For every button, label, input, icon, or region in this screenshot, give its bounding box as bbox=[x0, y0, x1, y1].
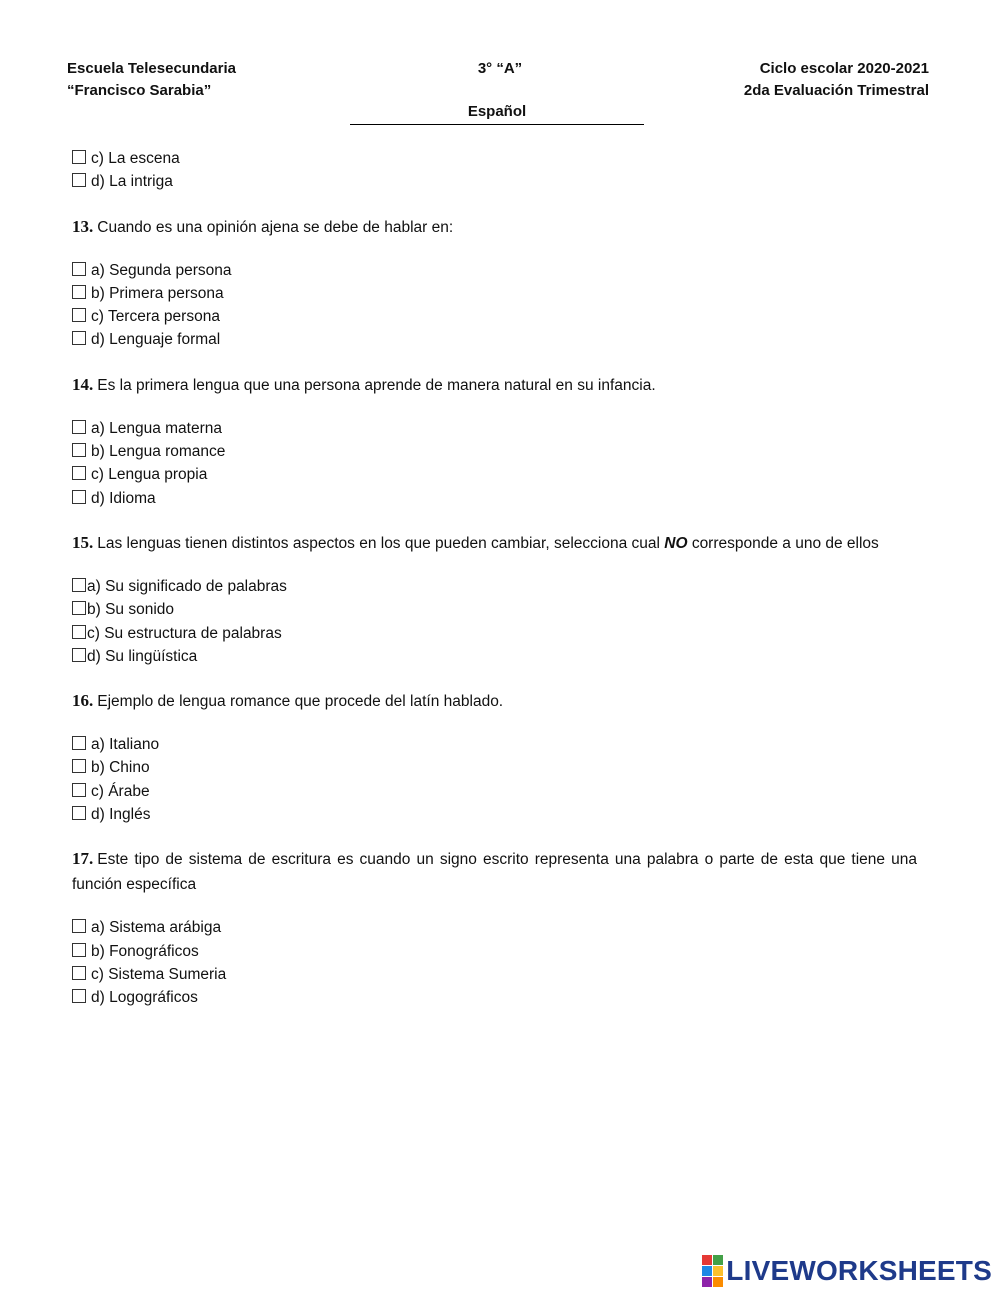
liveworksheets-logo bbox=[702, 1254, 992, 1288]
option-row bbox=[72, 147, 917, 170]
question-14-options bbox=[72, 417, 917, 510]
option-row bbox=[72, 622, 917, 645]
checkbox[interactable] bbox=[72, 285, 86, 299]
question-emphasis: NO bbox=[664, 534, 688, 552]
checkbox[interactable] bbox=[72, 648, 86, 662]
option-row bbox=[72, 940, 917, 963]
option-label: c) Lengua propia bbox=[91, 466, 208, 484]
question-16 bbox=[72, 688, 917, 714]
option-row bbox=[72, 463, 917, 486]
checkbox[interactable] bbox=[72, 308, 86, 322]
logo-square bbox=[702, 1277, 712, 1287]
option-label: c) Árabe bbox=[91, 782, 150, 800]
option-row bbox=[72, 733, 917, 756]
checkbox[interactable] bbox=[72, 783, 86, 797]
question-17-options bbox=[72, 916, 917, 1009]
checkbox[interactable] bbox=[72, 466, 86, 480]
question-15-options bbox=[72, 575, 917, 668]
checkbox[interactable] bbox=[72, 759, 86, 773]
option-label: b) Chino bbox=[91, 759, 150, 777]
option-row bbox=[72, 756, 917, 779]
checkbox[interactable] bbox=[72, 806, 86, 820]
checkbox[interactable] bbox=[72, 625, 86, 639]
question-16-options bbox=[72, 733, 917, 826]
worksheet-content bbox=[72, 147, 917, 1010]
option-row bbox=[72, 259, 917, 282]
option-row bbox=[72, 487, 917, 510]
option-label: b) Primera persona bbox=[91, 284, 224, 302]
evaluation-label: 2da Evaluación Trimestral bbox=[743, 82, 929, 99]
option-label: d) Inglés bbox=[91, 806, 151, 824]
checkbox[interactable] bbox=[72, 601, 86, 615]
checkbox[interactable] bbox=[72, 490, 86, 504]
option-row bbox=[72, 986, 917, 1009]
question-text-end: corresponde a uno de ellos bbox=[691, 534, 879, 552]
checkbox[interactable] bbox=[72, 943, 86, 957]
checkbox[interactable] bbox=[72, 420, 86, 434]
question-text: Las lenguas tienen distintos aspectos en los que pueden cambiar, selecciona cual bbox=[97, 534, 660, 552]
question-number: 16. bbox=[72, 691, 94, 711]
option-label: a) Su significado de palabras bbox=[87, 577, 287, 595]
option-row bbox=[72, 963, 917, 986]
option-label: b) Lengua romance bbox=[91, 443, 226, 461]
cycle-info bbox=[744, 58, 929, 102]
option-row bbox=[72, 916, 917, 939]
option-label: c) La escena bbox=[91, 150, 180, 167]
school-line-1: Escuela Telesecundaria bbox=[67, 60, 236, 77]
logo-square bbox=[713, 1255, 723, 1265]
option-row bbox=[72, 328, 917, 351]
checkbox[interactable] bbox=[72, 966, 86, 980]
question-text: Cuando es una opinión ajena se debe de hablar en: bbox=[97, 218, 454, 236]
question-15 bbox=[72, 530, 917, 556]
logo-square bbox=[702, 1255, 712, 1265]
checkbox[interactable] bbox=[72, 919, 86, 933]
question-text: Es la primera lengua que una persona aprende de manera natural en su infancia. bbox=[97, 376, 656, 394]
option-row bbox=[72, 305, 917, 328]
option-label: d) Logográficos bbox=[91, 989, 198, 1007]
option-label: c) Su estructura de palabras bbox=[87, 624, 282, 642]
option-label: a) Italiano bbox=[91, 736, 160, 754]
option-label: a) Sistema arábiga bbox=[91, 919, 222, 937]
option-row bbox=[72, 575, 917, 598]
option-row bbox=[72, 440, 917, 463]
checkbox[interactable] bbox=[72, 443, 86, 457]
option-label: c) Tercera persona bbox=[91, 308, 220, 326]
option-row bbox=[72, 598, 917, 621]
logo-square bbox=[702, 1266, 712, 1276]
checkbox[interactable] bbox=[72, 331, 86, 345]
option-row bbox=[72, 170, 917, 193]
question-number: 14. bbox=[72, 374, 94, 394]
option-label: a) Segunda persona bbox=[91, 261, 232, 279]
subject-title: Español bbox=[350, 101, 644, 125]
option-row bbox=[72, 803, 917, 826]
question-14 bbox=[72, 372, 917, 398]
school-line-2: “Francisco Sarabia” bbox=[67, 82, 212, 99]
option-row bbox=[72, 282, 917, 305]
option-label: d) Su lingüística bbox=[87, 647, 198, 665]
checkbox[interactable] bbox=[72, 262, 86, 276]
question-number: 17. bbox=[72, 849, 94, 869]
checkbox[interactable] bbox=[72, 150, 86, 164]
option-label: d) Lenguaje formal bbox=[91, 331, 221, 349]
option-row bbox=[72, 417, 917, 440]
option-row bbox=[72, 645, 917, 668]
option-row bbox=[72, 780, 917, 803]
liveworksheets-mark-icon bbox=[702, 1255, 723, 1287]
option-label: b) Su sonido bbox=[87, 601, 175, 619]
question-number: 15. bbox=[72, 532, 94, 552]
logo-square bbox=[713, 1266, 723, 1276]
group-label: 3° “A” bbox=[477, 60, 523, 77]
prev-options bbox=[72, 147, 917, 194]
option-label: a) Lengua materna bbox=[91, 419, 222, 437]
checkbox[interactable] bbox=[72, 989, 86, 1003]
cycle-label: Ciclo escolar 2020-2021 bbox=[759, 60, 929, 77]
checkbox[interactable] bbox=[72, 736, 86, 750]
checkbox[interactable] bbox=[72, 578, 86, 592]
checkbox[interactable] bbox=[72, 173, 86, 187]
option-label: c) Sistema Sumeria bbox=[91, 965, 227, 983]
logo-square bbox=[713, 1277, 723, 1287]
liveworksheets-wordmark: LIVEWORKSHEETS bbox=[726, 1255, 992, 1286]
question-17 bbox=[72, 846, 917, 897]
question-13 bbox=[72, 214, 917, 240]
option-label: d) Idioma bbox=[91, 489, 156, 507]
option-label: b) Fonográficos bbox=[91, 942, 199, 960]
option-label: d) La intriga bbox=[91, 173, 173, 191]
question-13-options bbox=[72, 259, 917, 352]
question-text: Ejemplo de lengua romance que procede del latín hablado. bbox=[97, 693, 504, 711]
question-number: 13. bbox=[72, 216, 94, 236]
question-text: Este tipo de sistema de escritura es cuando un signo escrito representa una palabra o parte de esta que tiene una función específica bbox=[72, 851, 917, 894]
